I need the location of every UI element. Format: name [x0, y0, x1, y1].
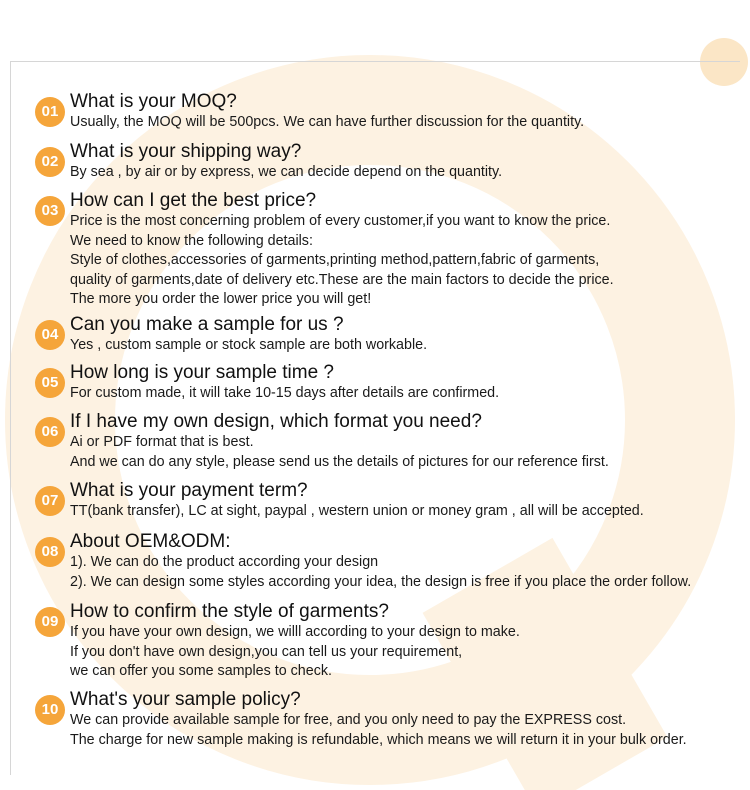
answer-line: For custom made, it will take 10-15 days after details are confirmed. [70, 385, 500, 401]
answer-line: If you don't have own design,you can tell us your requirement, [70, 643, 463, 660]
answer-line: If you have your own design, we willl according to your design to make. [70, 624, 520, 640]
question: If I have my own design, which format you need? [70, 411, 482, 432]
answer-line: Yes , custom sample or stock sample are both workable. [70, 337, 428, 353]
answer-line: We need to know the following details: [70, 232, 313, 249]
question: What's your sample policy? [70, 689, 301, 710]
answer-line: Usually, the MOQ will be 500pcs. We can have further discussion for the quantity. [70, 114, 585, 130]
answer [70, 433, 609, 472]
question: What is your MOQ? [70, 91, 237, 112]
question: How to confirm the style of garments? [70, 601, 389, 622]
question: Can you make a sample for us ? [70, 314, 344, 335]
answer-line: We can provide available sample for free, and you only need to pay the EXPRESS cost. [70, 712, 627, 728]
number-badge: 05 [35, 368, 65, 398]
answer [70, 163, 502, 183]
answer [70, 623, 520, 682]
answer [70, 553, 691, 592]
answer-line: we can offer you some samples to check. [70, 663, 332, 679]
answer [70, 212, 614, 310]
question: What is your shipping way? [70, 141, 302, 162]
answer-line: Price is the most concerning problem of every customer,if you want to know the price. [70, 213, 611, 229]
number-badge: 07 [35, 486, 65, 516]
number-badge: 04 [35, 320, 65, 350]
answer-line: Ai or PDF format that is best. [70, 434, 254, 450]
answer-line: And we can do any style, please send us the details of pictures for our reference first. [70, 453, 609, 470]
answer [70, 336, 427, 356]
answer-line: The more you order the lower price you will get! [70, 291, 372, 307]
answer-line: 1). We can do the product according your design [70, 554, 379, 570]
number-badge: 10 [35, 695, 65, 725]
number-badge: 03 [35, 196, 65, 226]
answer-line: quality of garments,date of delivery etc.These are the main factors to decide the price. [70, 271, 614, 288]
answer [70, 711, 687, 750]
answer-line: 2). We can design some styles according your idea, the design is free if you place the order follow. [70, 573, 692, 590]
answer-line: Style of clothes,accessories of garments,printing method,pattern,fabric of garments, [70, 252, 600, 268]
answer [70, 384, 499, 404]
answer [70, 502, 644, 522]
number-badge: 02 [35, 147, 65, 177]
number-badge: 09 [35, 607, 65, 637]
question: About OEM&ODM: [70, 531, 231, 552]
answer-line: By sea , by air or by express, we can decide depend on the quantity. [70, 164, 503, 180]
number-badge: 06 [35, 417, 65, 447]
number-badge: 08 [35, 537, 65, 567]
number-badge: 01 [35, 97, 65, 127]
answer [70, 113, 584, 133]
question: What is your payment term? [70, 480, 308, 501]
question: How long is your sample time ? [70, 362, 334, 383]
question: How can I get the best price? [70, 190, 317, 211]
answer-line: The charge for new sample making is refundable, which means we will return it in your bulk order. [70, 731, 687, 748]
answer-line: TT(bank transfer), LC at sight, paypal , western union or money gram , all will be accepted. [70, 503, 644, 519]
